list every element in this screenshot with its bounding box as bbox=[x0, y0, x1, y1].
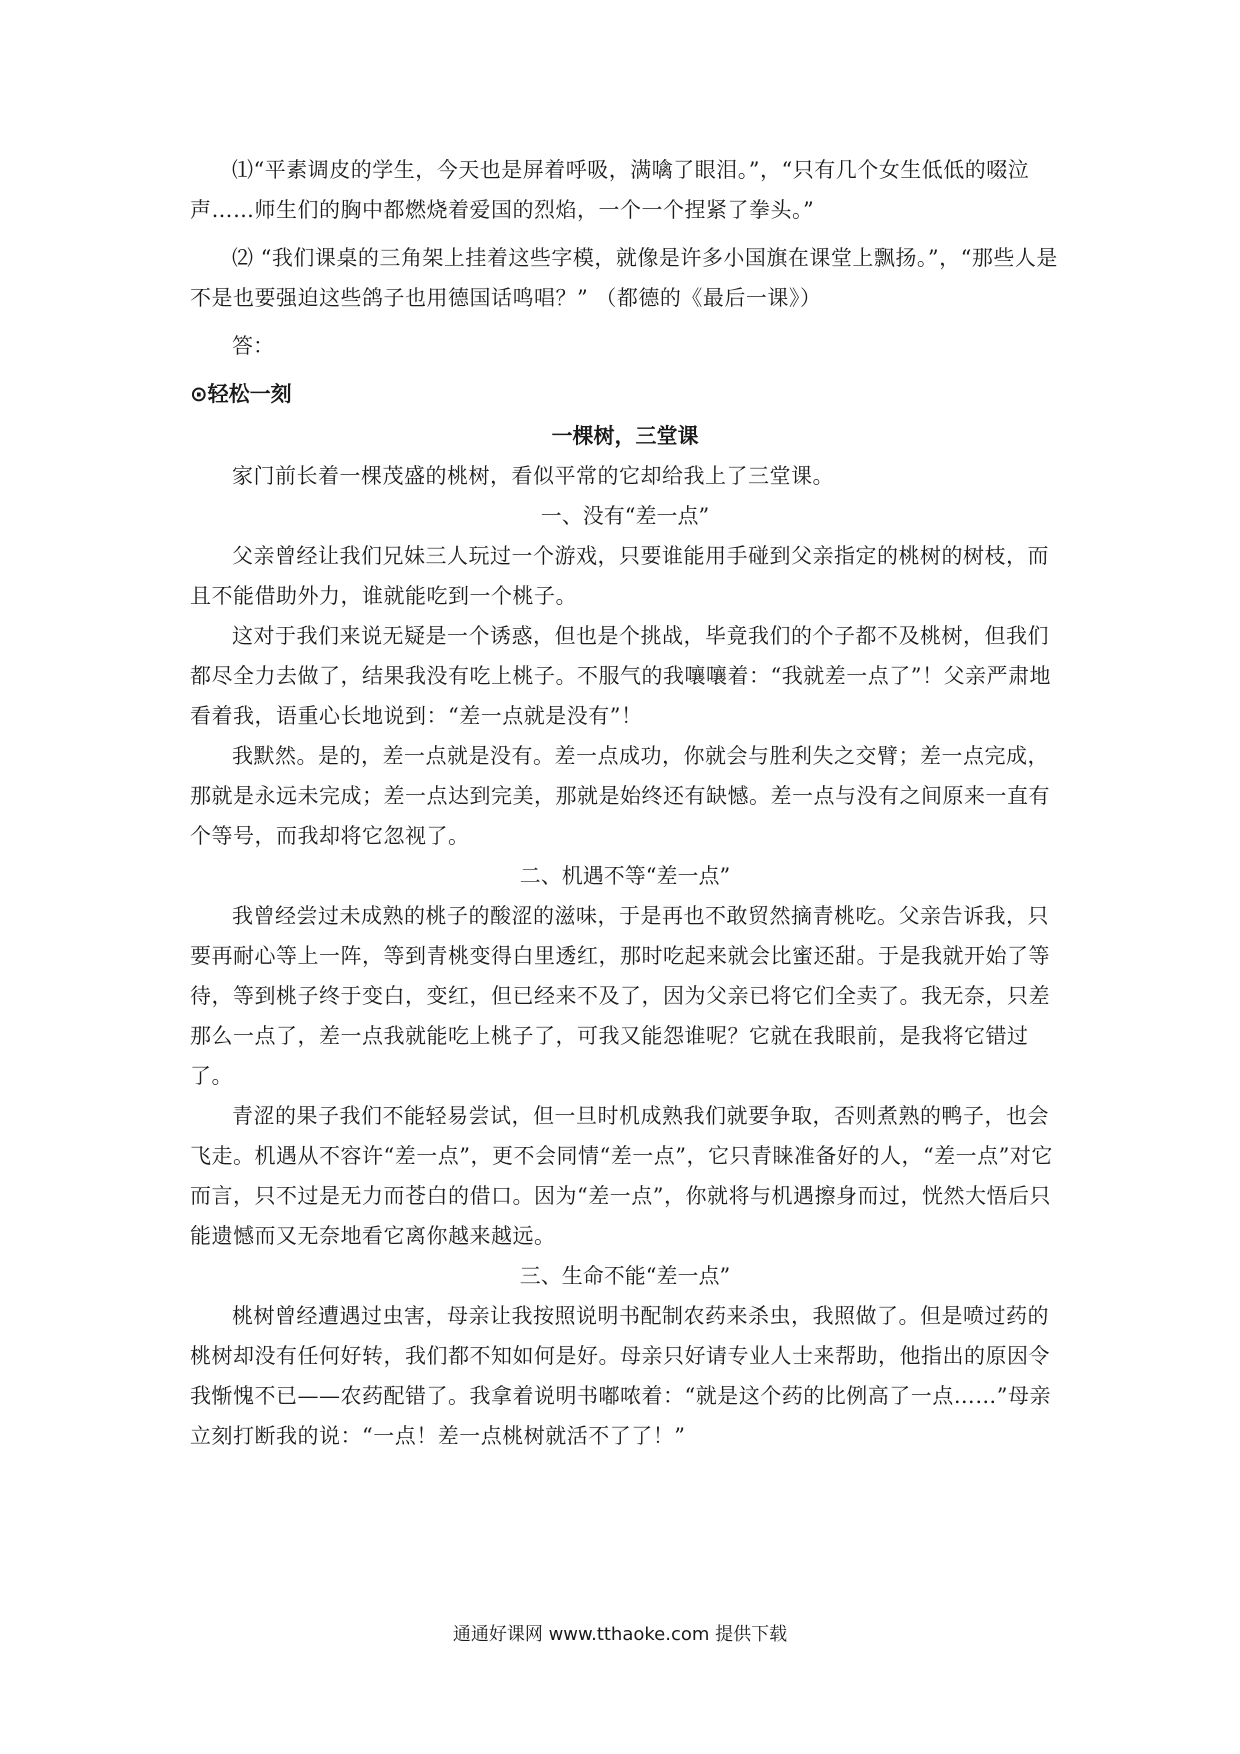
section-heading: ⊙轻松一刻 bbox=[190, 382, 292, 406]
document-body bbox=[190, 150, 1060, 1456]
story-intro: 家门前长着一棵茂盛的桃树，看似平常的它却给我上了三堂课。 bbox=[232, 464, 834, 488]
question-1: ⑴“平素调皮的学生，今天也是屏着呼吸，满噙了眼泪。”，“只有几个女生低低的啜泣声……师生们的胸中都燃烧着爱国的烈焰，一个一个捏紧了拳头。” bbox=[190, 158, 1030, 222]
question-2: ⑵ “我们课桌的三角架上挂着这些字模，就像是许多小国旗在课堂上飘扬。”，“那些人是不是也要强迫这些鸽子也用德国话鸣唱？” （都德的《最后一课》） bbox=[190, 246, 1058, 310]
part-2-heading: 二、机遇不等“差一点” bbox=[519, 864, 731, 888]
part-2-paragraph: 青涩的果子我们不能轻易尝试，但一旦时机成熟我们就要争取，否则煮熟的鸭子，也会飞走。机遇从不容许“差一点”，更不会同情“差一点”，它只青睐准备好的人，“差一点”对它而言，只不过是无力而苍白的借口。因为“差一点”，你就将与机遇擦身而过，恍然大悟后只能遗憾而又无奈地看它离你越来越远。 bbox=[190, 1104, 1053, 1248]
part-1-paragraph: 我默然。是的，差一点就是没有。差一点成功，你就会与胜利失之交臂；差一点完成，那就是永远未完成；差一点达到完美，那就是始终还有缺憾。差一点与没有之间原来一直有个等号，而我却将它忽视了。 bbox=[190, 744, 1050, 848]
part-1-paragraph: 父亲曾经让我们兄妹三人玩过一个游戏，只要谁能用手碰到父亲指定的桃树的树枝，而且不能借助外力，谁就能吃到一个桃子。 bbox=[190, 544, 1049, 608]
part-3-heading: 三、生命不能“差一点” bbox=[519, 1264, 731, 1288]
part-1-heading: 一、没有“差一点” bbox=[540, 504, 710, 528]
answer-label: 答： bbox=[232, 334, 274, 358]
part-3-paragraph: 桃树曾经遭遇过虫害，母亲让我按照说明书配制农药来杀虫，我照做了。但是喷过药的桃树却没有任何好转，我们都不知如何是好。母亲只好请专业人士来帮助，他指出的原因令我惭愧不已——农药配错了。我拿着说明书嘟哝着：“就是这个药的比例高了一点……”母亲立刻打断我的说：“一点！差一点桃树就活不了了！” bbox=[190, 1304, 1051, 1448]
part-1-paragraph: 这对于我们来说无疑是一个诱惑，但也是个挑战，毕竟我们的个子都不及桃树，但我们都尽全力去做了，结果我没有吃上桃子。不服气的我嚷嚷着：“我就差一点了”！父亲严肃地看着我，语重心长地说到：“差一点就是没有”！ bbox=[190, 624, 1051, 728]
story-title: 一棵树，三堂课 bbox=[551, 424, 699, 448]
part-2-paragraph: 我曾经尝过未成熟的桃子的酸涩的滋味，于是再也不敢贸然摘青桃吃。父亲告诉我，只要再耐心等上一阵，等到青桃变得白里透红，那时吃起来就会比蜜还甜。于是我就开始了等待，等到桃子终于变白，变红，但已经来不及了，因为父亲已将它们全卖了。我无奈，只差那么一点了，差一点我就能吃上桃子了，可我又能怨谁呢？它就在我眼前，是我将它错过了。 bbox=[190, 904, 1050, 1088]
page-footer: 通通好课网 www.tthaoke.com 提供下载 bbox=[452, 1624, 788, 1645]
